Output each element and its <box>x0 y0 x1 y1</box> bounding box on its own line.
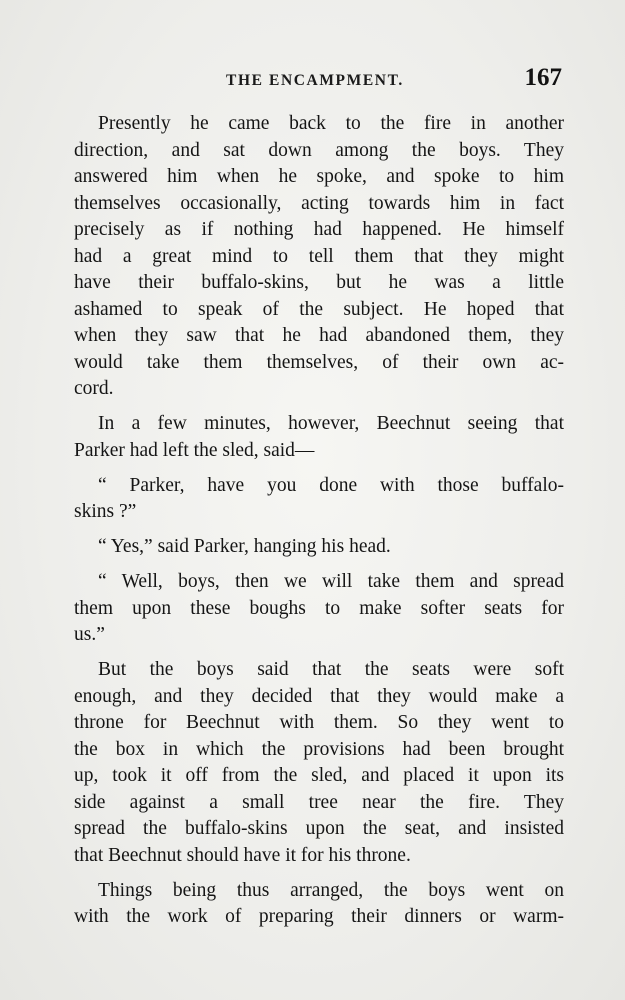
paragraph <box>74 657 564 869</box>
running-head: THE ENCAMPMENT. <box>226 72 404 89</box>
text-line: answered him when he spoke, and spoke to him <box>74 166 564 187</box>
text-line: spread the buffalo-skins upon the seat, and insisted <box>74 818 564 839</box>
text-line: when they saw that he had abandoned them, they <box>74 325 564 346</box>
body-text <box>74 111 564 931</box>
page-header <box>76 66 564 96</box>
text-line: ashamed to speak of the subject. He hoped that <box>74 298 564 320</box>
text-line: that Beechnut should have it for his throne. <box>74 844 411 866</box>
text-line: “ Yes,” said Parker, hanging his head. <box>98 536 391 557</box>
paragraph <box>74 569 564 649</box>
text-line: direction, and sat down among the boys. They <box>74 139 564 161</box>
text-line: themselves occasionally, acting towards him in fact <box>74 192 564 214</box>
text-line: precisely as if nothing had happened. He himself <box>74 219 564 240</box>
paragraph <box>74 411 564 464</box>
paragraph <box>74 473 564 526</box>
page-number: 167 <box>524 64 562 91</box>
text-line: have their buffalo-skins, but he was a little <box>74 272 564 293</box>
text-line: Presently he came back to the fire in another <box>98 113 564 134</box>
text-line: Things being thus arranged, the boys went on <box>98 879 564 901</box>
text-line: “ Well, boys, then we will take them and spread <box>98 571 564 592</box>
paragraph-gap <box>74 403 564 412</box>
text-line: us.” <box>74 624 105 645</box>
text-line: “ Parker, have you done with those buffalo- <box>98 474 564 496</box>
paragraph <box>74 534 564 561</box>
paragraph <box>74 878 564 931</box>
paragraph-gap <box>74 649 564 658</box>
paragraph-gap <box>74 869 564 878</box>
paragraph <box>74 111 564 403</box>
text-line: had a great mind to tell them that they might <box>74 245 564 267</box>
text-line: cord. <box>74 378 114 399</box>
paragraph-gap <box>74 526 564 535</box>
text-line: skins ?” <box>74 501 137 522</box>
text-line: But the boys said that the seats were soft <box>98 659 564 680</box>
text-line: throne for Beechnut with them. So they went to <box>74 712 564 733</box>
paragraph-gap <box>74 464 564 473</box>
text-line: enough, and they decided that they would make a <box>74 685 564 707</box>
text-line: would take them themselves, of their own ac- <box>74 351 564 373</box>
text-line: In a few minutes, however, Beechnut seeing that <box>98 413 564 434</box>
paragraph-gap <box>74 561 564 570</box>
text-line: Parker had left the sled, said— <box>74 439 315 461</box>
text-line: the box in which the provisions had been brought <box>74 738 564 760</box>
text-line: them upon these boughs to make softer seats for <box>74 597 564 619</box>
text-line: side against a small tree near the fire. They <box>74 791 564 813</box>
text-line: with the work of preparing their dinners or warm- <box>74 906 564 927</box>
text-line: up, took it off from the sled, and placed it upon its <box>74 765 564 786</box>
